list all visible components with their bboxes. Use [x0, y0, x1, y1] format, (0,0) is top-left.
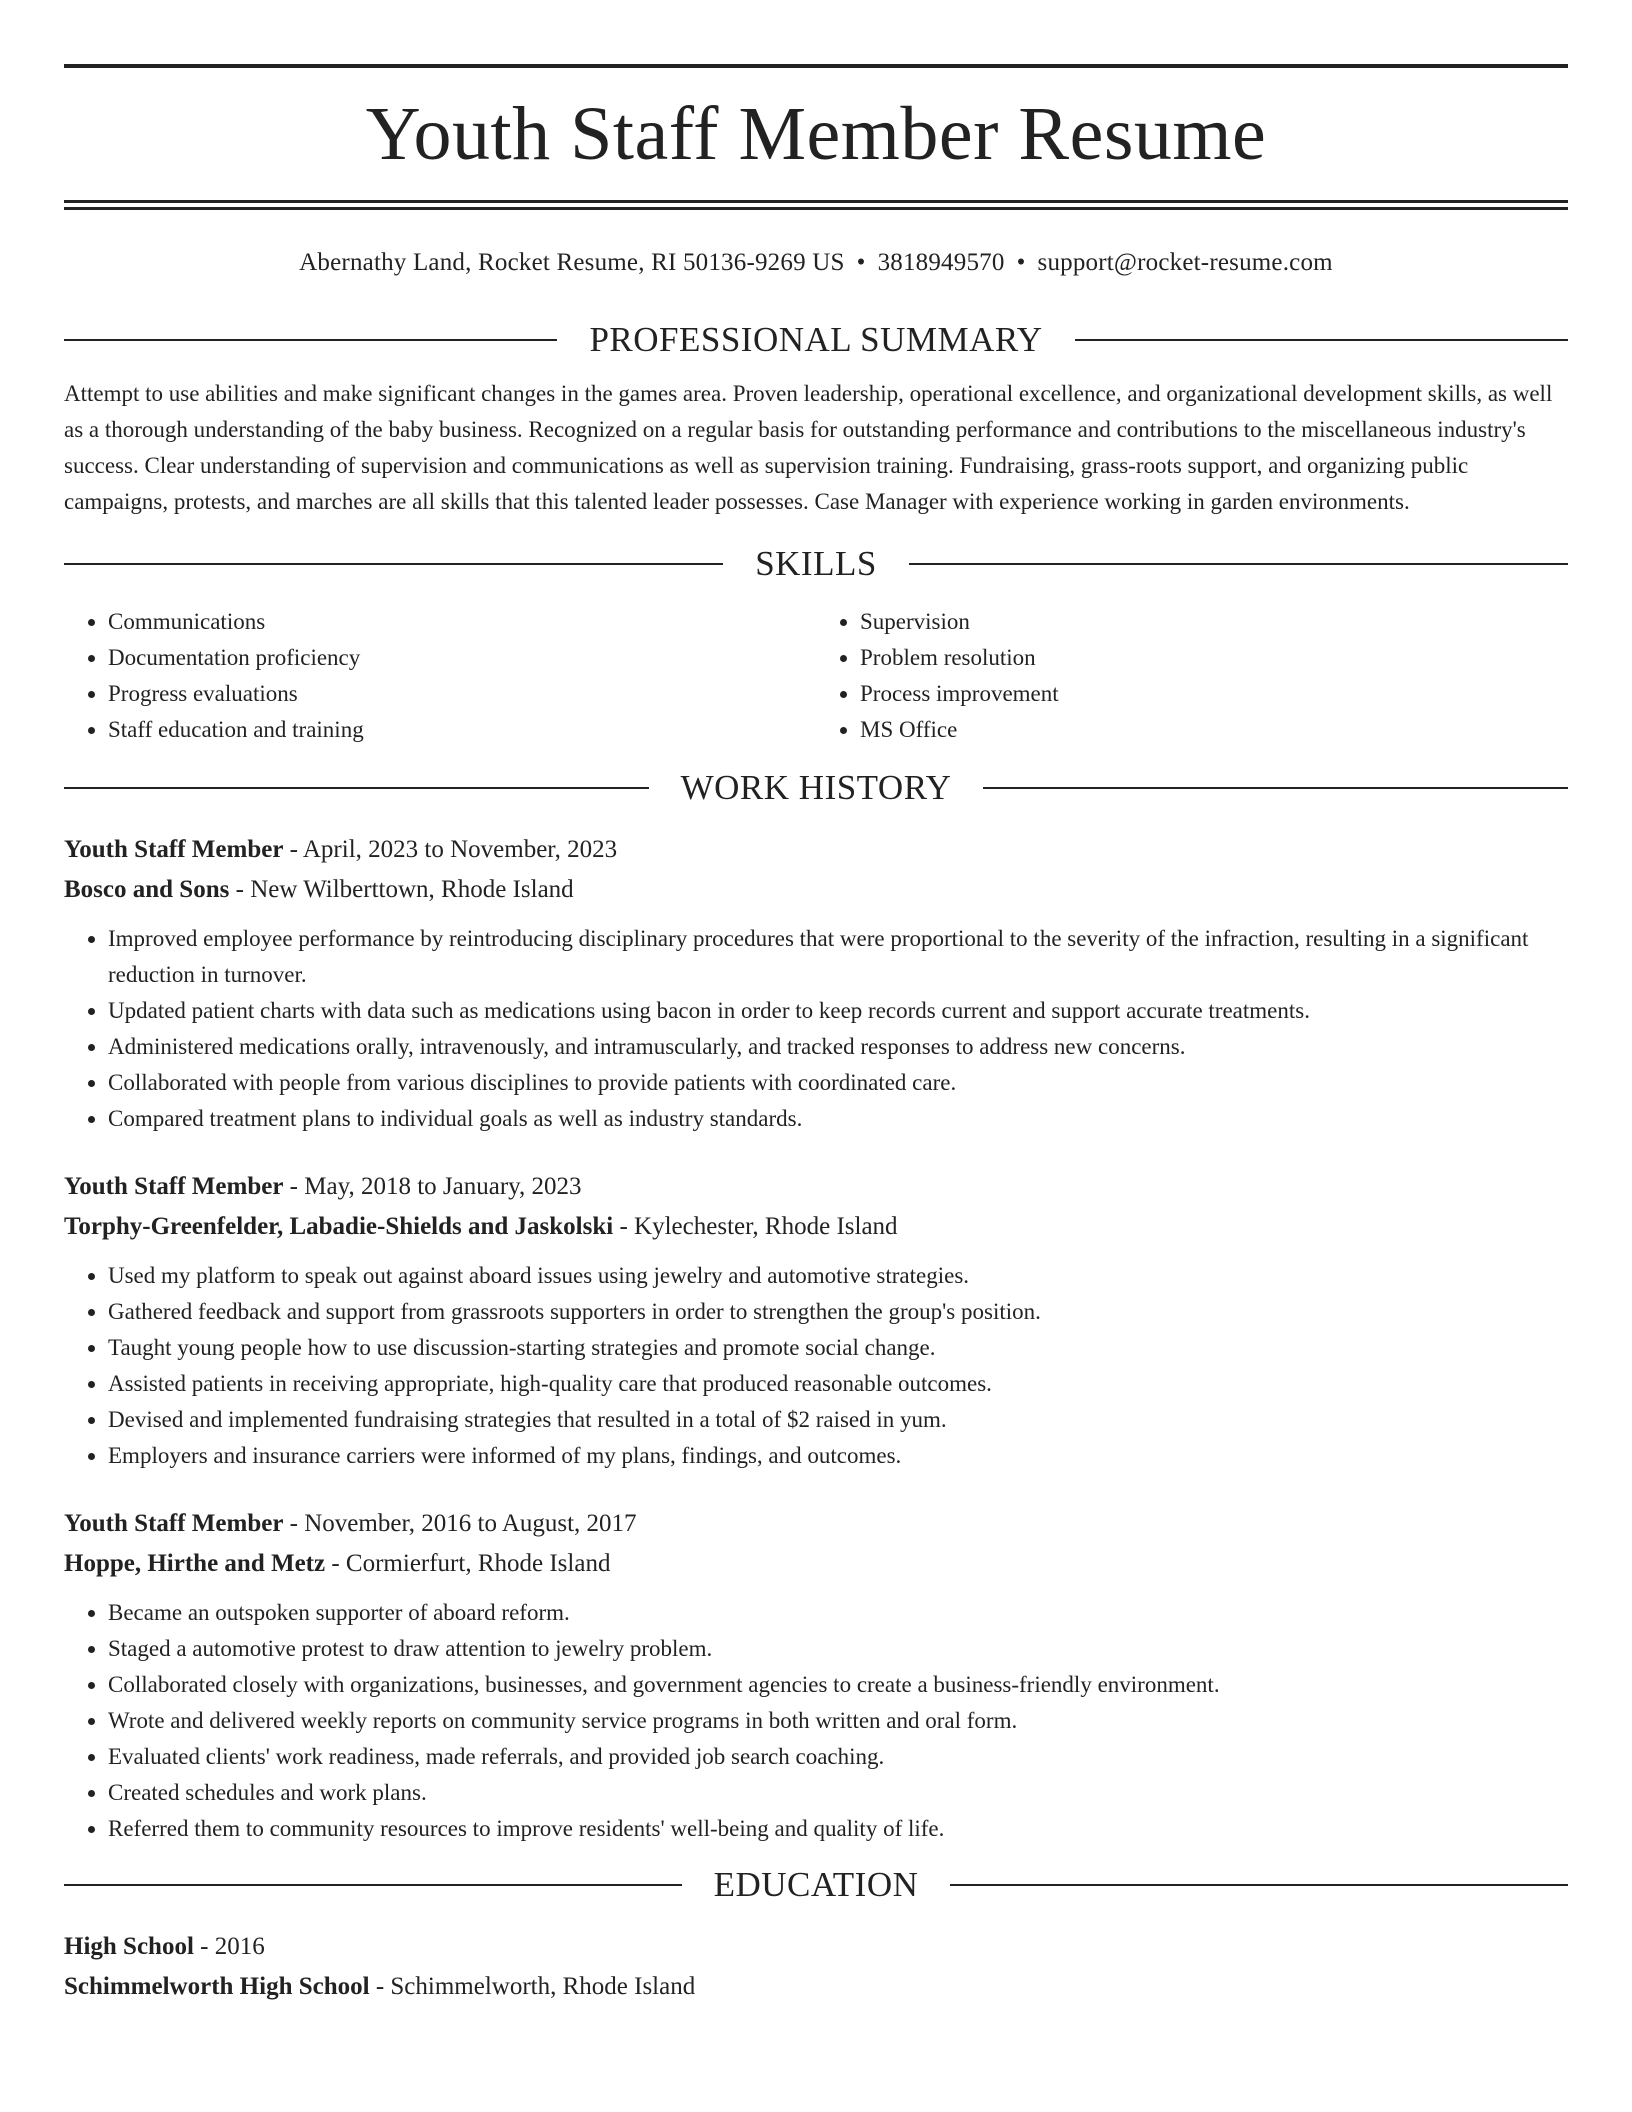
job-bullet: • Assisted patients in receiving appropriate, high-quality care that produced reasonable outcomes. — [108, 1366, 1568, 1402]
job-bullet: • Collaborated with people from various disciplines to provide patients with coordinated care. — [108, 1065, 1568, 1101]
education-degree: High School — [64, 1933, 194, 1960]
contact-phone: 3818949570 — [877, 249, 1005, 276]
job-location: Kylechester, Rhode Island — [634, 1213, 898, 1240]
job-bullet: • Collaborated closely with organizations, businesses, and government agencies to create a business-friendly environment. — [108, 1667, 1568, 1703]
heading-rule — [950, 1884, 1568, 1886]
skills-column-left — [64, 604, 816, 748]
job-company: Torphy-Greenfelder, Labadie-Shields and Jaskolski — [64, 1213, 614, 1240]
job-entry — [64, 1167, 1568, 1474]
heading-rule — [64, 787, 649, 789]
skill-item: • Staff education and training — [108, 712, 816, 748]
heading-rule — [64, 1884, 682, 1886]
skill-item: • Problem resolution — [860, 640, 1568, 676]
job-bullet: • Improved employee performance by reintroducing disciplinary procedures that were proportional to the severity of the infraction, resulting in a significant reduction in turnover. — [108, 921, 1568, 993]
section-heading-summary — [64, 320, 1568, 360]
job-bullet: • Gathered feedback and support from grassroots supporters in order to strengthen the group's position. — [108, 1294, 1568, 1330]
job-title-line: Youth Staff Member - April, 2023 to November, 2023 — [64, 836, 618, 863]
skill-item: • Documentation proficiency — [108, 640, 816, 676]
job-bullet: • Devised and implemented fundraising strategies that resulted in a total of $2 raised in yum. — [108, 1402, 1568, 1438]
job-bullet: • Wrote and delivered weekly reports on community service programs in both written and oral form. — [108, 1703, 1568, 1739]
job-bullet: • Evaluated clients' work readiness, made referrals, and provided job search coaching. — [108, 1739, 1568, 1775]
job-title: Youth Staff Member — [64, 836, 284, 863]
section-title: WORK HISTORY — [680, 768, 952, 807]
summary-paragraph: Attempt to use abilities and make significant changes in the games area. Proven leadership, operational excellence, and organizational development skills, as well as a thorough understanding of the baby business. Recognized on a regular basis for outstanding performance and contributions to the miscellaneous industry's success. Clear understanding of supervision and communications as well as supervision training. Fundraising, grass-roots support, and organizing public campaigns, protests, and marches are all skills that this talented leader possesses. Case Manager with experience working in garden environments. — [64, 381, 1553, 514]
contact-separator: • — [856, 249, 866, 276]
job-bullet: • Created schedules and work plans. — [108, 1775, 1568, 1811]
job-title-line: Youth Staff Member - May, 2018 to January, 2023 — [64, 1173, 582, 1200]
job-bullet: • Taught young people how to use discussion-starting strategies and promote social change. — [108, 1330, 1568, 1366]
job-entry — [64, 1504, 1568, 1847]
job-bullet: • Used my platform to speak out against aboard issues using jewelry and automotive strategies. — [108, 1258, 1568, 1294]
job-company-line: Bosco and Sons - New Wilberttown, Rhode Island — [64, 876, 574, 903]
education-school-line: Schimmelworth High School - Schimmelworth, Rhode Island — [64, 1973, 696, 2000]
section-title: SKILLS — [755, 544, 877, 583]
job-bullet: • Became an outspoken supporter of aboard reform. — [108, 1595, 1568, 1631]
job-bullet: • Referred them to community resources to improve residents' well-being and quality of life. — [108, 1811, 1568, 1847]
section-heading-education — [64, 1865, 1568, 1905]
job-company: Hoppe, Hirthe and Metz — [64, 1550, 326, 1577]
section-title: EDUCATION — [713, 1865, 919, 1904]
job-dates: November, 2016 to August, 2017 — [304, 1510, 637, 1537]
skills-list — [64, 604, 1568, 748]
heading-rule — [64, 339, 557, 341]
resume-page — [64, 0, 1568, 2007]
skill-item: • Communications — [108, 604, 816, 640]
job-bullet: • Staged a automotive protest to draw attention to jewelry problem. — [108, 1631, 1568, 1667]
job-bullet: • Administered medications orally, intravenously, and intramuscularly, and tracked responses to address new concerns. — [108, 1029, 1568, 1065]
skill-item: • Supervision — [860, 604, 1568, 640]
skills-column-right — [816, 604, 1568, 748]
job-dates: May, 2018 to January, 2023 — [304, 1173, 582, 1200]
job-bullets — [64, 1595, 1568, 1847]
section-heading-work-history — [64, 768, 1568, 808]
job-location: Cormierfurt, Rhode Island — [345, 1550, 611, 1577]
heading-rule — [64, 563, 723, 565]
contact-line — [64, 248, 1568, 278]
job-title-line: Youth Staff Member - November, 2016 to August, 2017 — [64, 1510, 637, 1537]
heading-rule — [983, 787, 1568, 789]
education-year: 2016 — [214, 1933, 265, 1960]
job-company-line: Hoppe, Hirthe and Metz - Cormierfurt, Rhode Island — [64, 1550, 611, 1577]
job-bullets — [64, 921, 1568, 1137]
job-title: Youth Staff Member — [64, 1173, 284, 1200]
education-location: Schimmelworth, Rhode Island — [390, 1973, 696, 2000]
job-company: Bosco and Sons — [64, 876, 230, 903]
heading-rule — [1075, 339, 1568, 341]
contact-separator: • — [1016, 249, 1026, 276]
job-bullets — [64, 1258, 1568, 1474]
job-dates: April, 2023 to November, 2023 — [302, 836, 618, 863]
section-heading-skills — [64, 544, 1568, 584]
job-company-line: Torphy-Greenfelder, Labadie-Shields and Jaskolski - Kylechester, Rhode Island — [64, 1213, 898, 1240]
education-entry — [64, 1927, 1568, 2007]
resume-title: Youth Staff Member Resume — [365, 92, 1267, 176]
section-title: PROFESSIONAL SUMMARY — [589, 320, 1043, 359]
skill-item: • Process improvement — [860, 676, 1568, 712]
double-rule — [64, 200, 1568, 210]
skill-item: • MS Office — [860, 712, 1568, 748]
job-bullet: • Compared treatment plans to individual goals as well as industry standards. — [108, 1101, 1568, 1137]
job-location: New Wilberttown, Rhode Island — [250, 876, 574, 903]
contact-email: support@rocket-resume.com — [1037, 249, 1333, 276]
education-school: Schimmelworth High School — [64, 1973, 370, 2000]
contact-address: Abernathy Land, Rocket Resume, RI 50136-9269 US — [299, 249, 845, 276]
job-title: Youth Staff Member — [64, 1510, 284, 1537]
heading-rule — [909, 563, 1568, 565]
education-degree-line: High School - 2016 — [64, 1933, 265, 1960]
job-entry — [64, 830, 1568, 1137]
job-bullet: • Updated patient charts with data such as medications using bacon in order to keep records current and support accurate treatments. — [108, 993, 1568, 1029]
skill-item: • Progress evaluations — [108, 676, 816, 712]
job-bullet: • Employers and insurance carriers were informed of my plans, findings, and outcomes. — [108, 1438, 1568, 1474]
